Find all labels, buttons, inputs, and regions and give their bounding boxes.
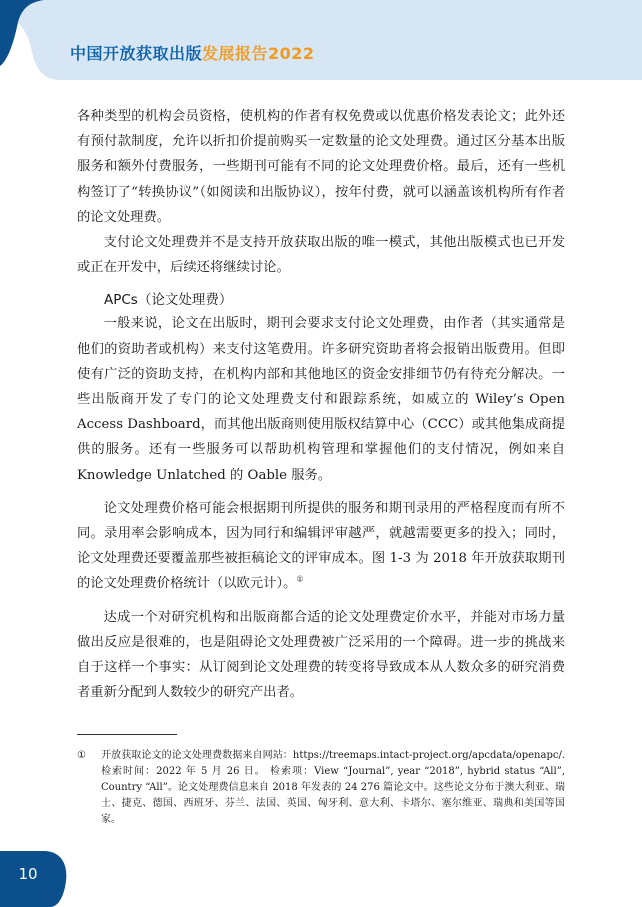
paragraph-4 (77, 496, 565, 597)
main-text (77, 104, 565, 705)
paragraph-2: 支付论文处理费并不是支持开放获取出版的唯一模式，其他出版模式也已开发或正在开发中，后续还将继续讨论。 (77, 235, 565, 276)
footnote-reference: ① (296, 575, 304, 585)
paragraph-3: 一般来说，论文在出版时，期刊会要求支付论文处理费，由作者（其实通常是他们的资助者或机构）来支付这笔费用。许多研究资助者将会报销出版费用。但即使有广泛的资助支持，在机构内部和其他地区的资金安排细节仍有待充分解决。一些出版商开发了专门的论文处理费支付和跟踪系统，如威立的 Wiley’s Open Access Dashboard，而其他出版商则使用版权结算中心（CCC）或其他集成商提供的服务。还有一些服务可以帮助机构管理和掌握他们的支付情况，例如来自 Knowledge Unlatched 的 Oable 服务。 (77, 316, 565, 483)
header-band (0, 0, 642, 80)
footnote-divider (77, 734, 177, 735)
paragraph-5: 达成一个对研究机构和出版商都合适的论文处理费定价水平，并能对市场力量做出反应是很难的，也是阻碍论文处理费被广泛采用的一个障碍。进一步的挑战来自于这样一个事实：从订阅到论文处理费的转变将导致成本从人数众多的研究消费者重新分配到人数较少的研究产出者。 (77, 609, 565, 701)
page-number: 10 (18, 865, 38, 883)
section-subheading: APCs（论文处理费） (104, 292, 233, 309)
paragraph-1: 各种类型的机构会员资格，使机构的作者有权免费或以优惠价格发表论文；此外还有预付款制度，允许以折扣价提前购买一定数量的论文处理费。通过区分基本出版服务和额外付费服务，一些期刊可能有不同的论文处理费价格。最后，还有一些机构签订了“转换协议”（如阅读和出版协议），按年付费，就可以涵盖该机构所有作者的论文处理费。 (77, 109, 565, 225)
header-title-accent: 发展报告2022 (202, 44, 315, 63)
footnote-text: 开放获取论文的论文处理费数据来自网站：https://treemaps.intact-project.org/apcdata/openapc/. 检索时间：2022 年 5 月 26 日。 检索项：View “Journal”, year “2018”, hybrid status “All”, Country “All”。论文处理费信息来自 2018 年发表的 24 276 篇论文中。这些论文分布于澳大利亚、瑞士、捷克、德国、西班牙、芬兰、法国、英国、匈牙利、意大利、卡塔尔、塞尔维亚、瑞典和美国等国家。 (101, 750, 565, 825)
footnote-marker: ① (77, 750, 86, 761)
footnote (77, 748, 565, 828)
running-header-title (70, 41, 315, 64)
paragraph-4-text: 论文处理费价格可能会根据期刊所提供的服务和期刊录用的严格程度而有所不同。录用率会影响成本，因为同行和编辑评审越严，就越需要更多的投入；同时，论文处理费还要覆盖那些被拒稿论文的评审成本。图 1-3 为 2018 年开放获取期刊的论文处理费价格统计（以欧元计）。 (77, 500, 565, 592)
header-title-main: 中国开放获取出版 (70, 44, 203, 63)
